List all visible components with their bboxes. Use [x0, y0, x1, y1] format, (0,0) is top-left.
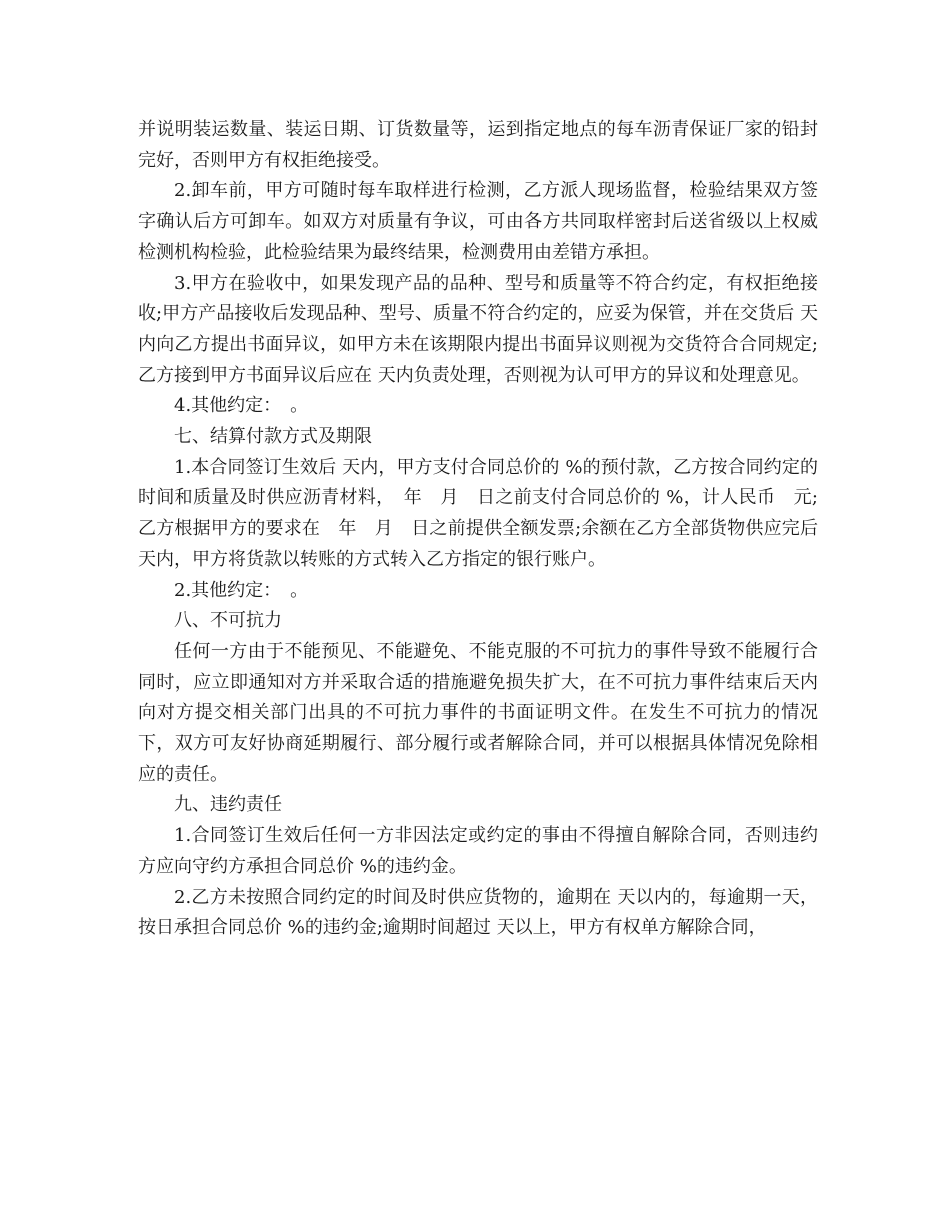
section-heading-liability: 九、违约责任: [174, 794, 282, 816]
paragraph-liability-termination: 1.合同签订生效后任何一方非因法定或约定的事由不得擅自解除合同，否则违约方应向守约方承担合同总价 %的违约金。: [138, 825, 818, 877]
paragraph-delivery-seal: 并说明装运数量、装运日期、订货数量等，运到指定地点的每车沥青保证厂家的铅封完好，否则甲方有权拒绝接受。: [138, 119, 818, 171]
section-heading-force-majeure: 八、不可抗力: [174, 610, 282, 632]
paragraph-acceptance-objection: 3.甲方在验收中，如果发现产品的品种、型号和质量等不符合约定，有权拒绝接收;甲方产品接收后发现品种、型号、质量不符合约定的，应妥为保管，并在交货后 天内向乙方提出书面异议，如甲方未在该期限内提出书面异议则视为交货符合合同规定;乙方接到甲方书面异议后应在 天内负责处理，否则视为认可甲方的异议和处理意见。: [138, 272, 818, 386]
paragraph-force-majeure: 任何一方由于不能预见、不能避免、不能克服的不可抗力的事件导致不能履行合同时，应立即通知对方并采取合适的措施避免损失扩大，在不可抗力事件结束后天内向对方提交相关部门出具的不可抗力事件的书面证明文件。在发生不可抗力的情况下，双方可友好协商延期履行、部分履行或者解除合同，并可以根据具体情况免除相应的责任。: [138, 640, 818, 785]
paragraph-unloading-inspection: 2.卸车前，甲方可随时每车取样进行检测，乙方派人现场监督，检验结果双方签字确认后方可卸车。如双方对质量有争议，可由各方共同取样密封后送省级以上权威检测机构检验，此检验结果为最终结果，检测费用由差错方承担。: [138, 180, 818, 263]
paragraph-other-agreement-2: 2.其他约定： 。: [174, 579, 309, 601]
section-heading-payment: 七、结算付款方式及期限: [174, 426, 372, 448]
paragraph-other-agreement-1: 4.其他约定： 。: [174, 395, 309, 417]
document-page: [138, 115, 818, 944]
paragraph-liability-delay: 2.乙方未按照合同约定的时间及时供应货物的，逾期在 天以内的，每逾期一天，按日承担合同总价 %的违约金;逾期时间超过 天以上，甲方有权单方解除合同，: [138, 886, 818, 939]
paragraph-payment-terms: 1.本合同签订生效后 天内，甲方支付合同总价的 %的预付款，乙方按合同约定的时间和质量及时供应沥青材料， 年 月 日之前支付合同总价的 %，计人民币 元;乙方根据甲方的要求在 年 月 日之前提供全额发票;余额在乙方全部货物供应完后 天内，甲方将货款以转账的方式转入乙方指定的银行账户。: [138, 456, 818, 570]
